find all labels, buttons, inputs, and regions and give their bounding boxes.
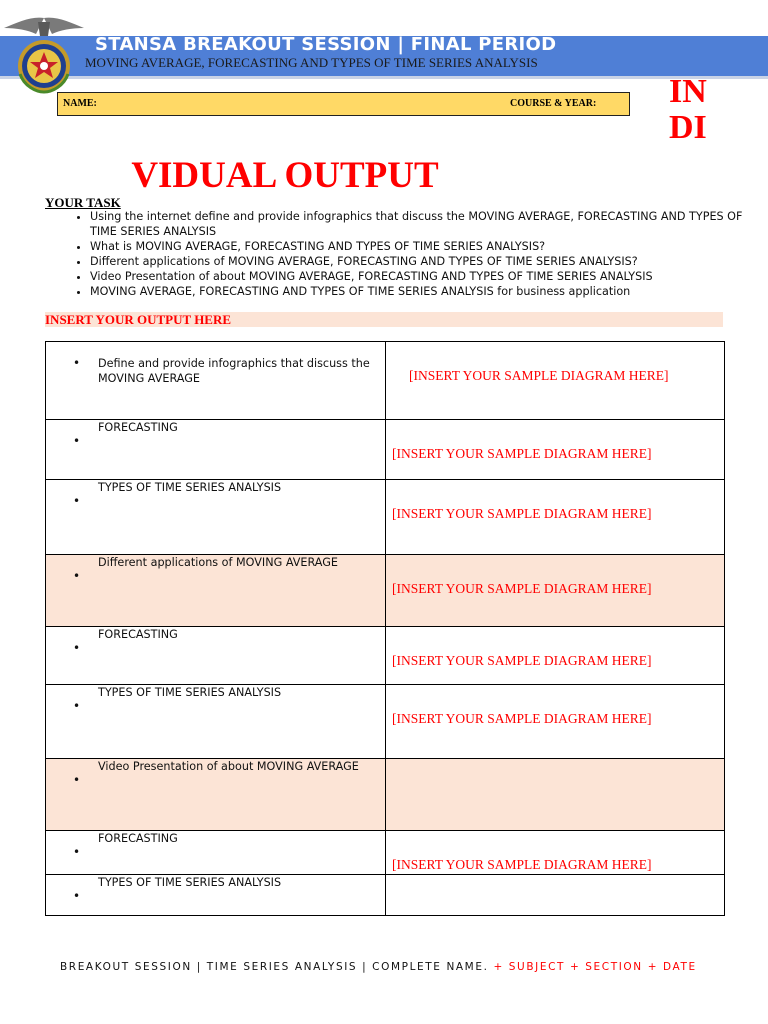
table-row (46, 555, 725, 627)
table-cell-diagram[interactable] (386, 480, 725, 555)
topic-text: • TYPES OF TIME SERIES ANALYSIS (46, 875, 385, 890)
table-cell-topic (46, 420, 386, 480)
table-row (46, 627, 725, 685)
heading-fragment-2: VIDUAL OUTPUT (131, 155, 439, 196)
topic-text: • FORECASTING (46, 831, 385, 846)
table-cell-diagram[interactable] (386, 685, 725, 759)
diagram-placeholder: [INSERT YOUR SAMPLE DIAGRAM HERE] (392, 446, 652, 461)
diagram-placeholder: [INSERT YOUR SAMPLE DIAGRAM HERE] (392, 711, 652, 726)
footer-red-text: + SUBJECT + SECTION + DATE (488, 961, 697, 973)
session-subtitle: MOVING AVERAGE, FORECASTING AND TYPES OF TIME SERIES ANALYSIS (85, 55, 538, 70)
table-cell-topic (46, 627, 386, 685)
table-cell-diagram[interactable] (386, 420, 725, 480)
topic-text: • TYPES OF TIME SERIES ANALYSIS (46, 685, 385, 700)
page-footer (60, 961, 697, 973)
table-cell-topic (46, 342, 386, 420)
table-row (46, 759, 725, 831)
table-cell-diagram[interactable] (386, 875, 725, 916)
table-cell-diagram[interactable] (386, 759, 725, 831)
heading-part-indi (669, 74, 729, 146)
table-row (46, 685, 725, 759)
insert-output-label: INSERT YOUR OUTPUT HERE (45, 312, 232, 327)
table-row (46, 342, 725, 420)
table-cell-diagram[interactable] (386, 555, 725, 627)
diagram-placeholder: [INSERT YOUR SAMPLE DIAGRAM HERE] (392, 506, 652, 521)
table-cell-diagram[interactable] (386, 342, 725, 420)
topic-text: • FORECASTING (46, 627, 385, 642)
diagram-placeholder: [INSERT YOUR SAMPLE DIAGRAM HERE] (409, 368, 669, 383)
topic-text: • TYPES OF TIME SERIES ANALYSIS (46, 480, 385, 495)
school-seal-logo (2, 14, 86, 94)
diagram-placeholder (386, 875, 724, 901)
diagram-placeholder: [INSERT YOUR SAMPLE DIAGRAM HERE] (392, 581, 652, 596)
table-cell-topic (46, 759, 386, 831)
topic-text: • Define and provide infographics that discuss the MOVING AVERAGE (46, 342, 385, 386)
table-cell-topic (46, 875, 386, 916)
name-label: NAME: (63, 98, 97, 109)
table-row (46, 875, 725, 916)
table-cell-diagram[interactable] (386, 627, 725, 685)
task-item: • Video Presentation of about MOVING AVERAGE, FORECASTING AND TYPES OF TIME SERIES ANALYSIS (90, 269, 768, 284)
table-cell-topic (46, 831, 386, 875)
table-row (46, 480, 725, 555)
task-item: • Using the internet define and provide infographics that discuss the MOVING AVERAGE, FORECASTING AND TYPES OF TIME SERIES ANALYSIS (90, 209, 768, 239)
topic-text: • FORECASTING (46, 420, 385, 435)
table-row (46, 420, 725, 480)
task-item: • What is MOVING AVERAGE, FORECASTING AND TYPES OF TIME SERIES ANALYSIS? (90, 239, 768, 254)
heading-part-vidual (0, 154, 768, 197)
task-list (46, 209, 768, 299)
course-year-label: COURSE & YEAR: (510, 98, 597, 109)
diagram-placeholder: [INSERT YOUR SAMPLE DIAGRAM HERE] (392, 653, 652, 668)
task-item: • Different applications of MOVING AVERAGE, FORECASTING AND TYPES OF TIME SERIES ANALYSIS? (90, 254, 768, 269)
session-title: STANSA BREAKOUT SESSION | FINAL PERIOD (95, 34, 557, 55)
name-course-bar[interactable] (57, 92, 630, 116)
task-title: YOUR TASK (45, 195, 121, 210)
table-cell-topic (46, 555, 386, 627)
table-cell-topic (46, 685, 386, 759)
topic-text: • Video Presentation of about MOVING AVERAGE (46, 759, 385, 774)
heading-fragment: IN DI (669, 73, 707, 146)
table-row (46, 831, 725, 875)
header-divider (0, 76, 768, 79)
table-cell-topic (46, 480, 386, 555)
task-item: • MOVING AVERAGE, FORECASTING AND TYPES OF TIME SERIES ANALYSIS for business application (90, 284, 768, 299)
diagram-placeholder (386, 759, 724, 785)
topic-text: • Different applications of MOVING AVERAGE (46, 555, 385, 570)
table-cell-diagram[interactable] (386, 831, 725, 875)
footer-text: BREAKOUT SESSION | TIME SERIES ANALYSIS | COMPLETE NAME. (60, 961, 489, 973)
diagram-placeholder: [INSERT YOUR SAMPLE DIAGRAM HERE] (392, 857, 652, 872)
output-table (45, 341, 725, 916)
